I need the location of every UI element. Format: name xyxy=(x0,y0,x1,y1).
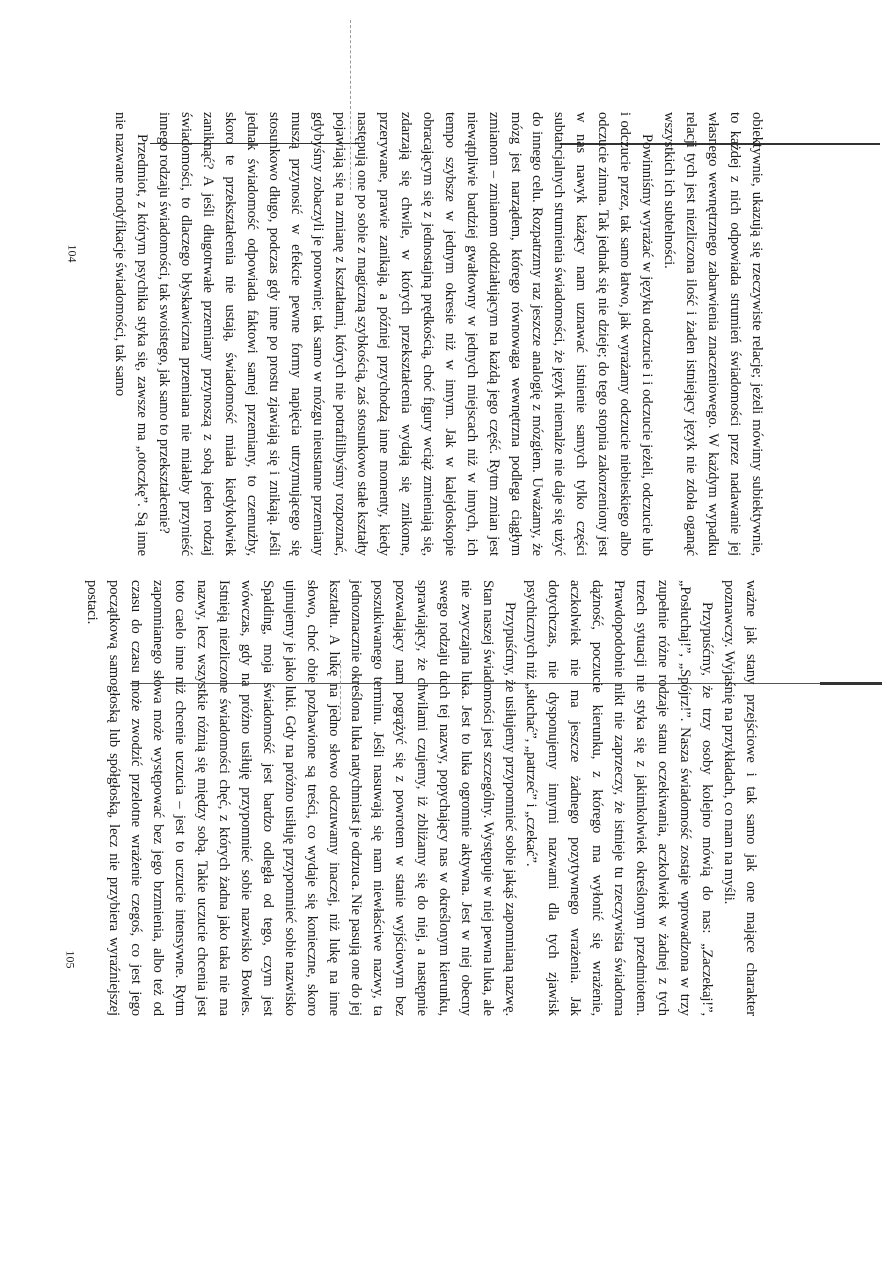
paragraph: Przedmiot, z którym psychika styka się, zawsze ma „otoczkę”. Są inne nie nazwane modyfikacje świadomości, tak samo xyxy=(112,112,151,556)
page-number-left: 104 xyxy=(65,244,80,263)
scan-edge-line-middle-dark xyxy=(820,682,882,685)
paragraph: Przypuśćmy, że trzy osoby kolejno mówią do nas: „Zaczekaj!”, „Posłuchaj!”, „Spójrz!”. Nasza świadomość zostaje wprowadzona w trzy zupełnie różne rodzaje stanu oczekiwania, aczkolwiek w żadnej z tych trzech sytuacji nie styka się z jakimkolwiek określonym przedmiotem. Prawdopodobnie nikt nie zaprzeczy, że istnieje tu rzeczywista świadoma dążność, poczucie kierunku, z którego ma wyłonić się wrażenie, aczkolwiek nie ma jeszcze żadnego pozytywnego wrażenia. Jak dotychczas, nie dysponujemy innymi nazwami dla tych zjawisk psychicznych niż „słuchać”, „patrzeć” i „czekać”. xyxy=(523,580,716,1016)
paragraph: ważne jak stany przejściowe i tak samo jak one mające charakter poznawczy. Wyjaśnię na przykładach, co mam na myśli. xyxy=(721,580,759,1016)
page-number-right: 105 xyxy=(63,950,78,969)
paragraph: Przypuśćmy, że usiłujemy przypomnieć sobie jakąś zapomnianą nazwę. Stan naszej świadomości jest szczególny. Występuje w niej pewna luka, ale nie zwyczajna luka. Jest to luka ogromnie aktywna. Jest w niej obecny swego rodzaju duch tej nazwy, popychający nas w określonym kierunku, sprawiający, że chwilami czujemy, iż zbliżamy się do niej, a następnie pozwalający nam pogrążyć się z powrotem w stanie wyjściowym bez poszukiwanego terminu. Jeśli nasuwają się nam niewłaściwe nazwy, ta jednoznacznie określona luka natychmiast je odrzuca. Nie pasują one do jej kształtu. A lukę na jedno słowo odczuwamy inaczej, niż lukę na inne słowo, choć obie pozbawione są treści, co wydaje się konieczne, skoro ujmujemy je jako luki. Gdy na próżno usiłuję przypomnieć sobie nazwisko Spalding, moja świadomość jest bardzo odległa od tego, czym jest wówczas, gdy na próżno usiłuję przypomnieć sobie nazwisko Bowles. Istnieją niezliczone świadomości chęć, z których żadna jako taka nie ma nazwy, lecz wszystkie różnią się między sobą. Takie uczucie chcenia jest toto caelo inne niż chcenie uczucia – jest to uczucie intensywne. Rytm zapomnianego słowa może występować bez jego brzmienia, albo też od czasu do czasu może zwodzić przelotne wrażenie czegoś, co jest jego początkową samogłoską lub spółgłoską, lecz nie przybiera wyraźniejszej postaci. xyxy=(84,580,518,1016)
page-104-text xyxy=(81,112,767,556)
paragraph: Powinniśmy wyrażać w języku odczucie i i odczucie jeżeli, odczucie lub i odczucie przez, tak samo łatwo, jak wyrażamy odczucie niebieskiego albo odczucie zimna. Tak jednak się nie dzieje; do tego stopnia zakorzeniony jest w nas nawyk każący nam uznawać istnienie samych tylko części subtancjalnych strumienia świadomości, że język niemalże nie daje się użyć do innego celu. Rozpatrzmy raz jeszcze analogię z mózgiem. Uważamy, że mózg jest narządem, którego równowaga wewnętrzna podlega ciągłym zmianom – zmianom oddziałującym na każdą jego część. Rytm zmian jest niewątpliwie bardziej gwałtowny w jednych miejscach niż w innych, ich tempo szybsze w jednym okresie niż w innym. Jak w kalejdoskopie obracającym się z jednostajną prędkością, choć figury wciąż zmieniają się, zdarzają się chwile, w których przekształcenia wydają się znikome, przerywane, prawie zanikają, a później przychodzą inne momenty, kiedy następują one po sobie z magiczną szybkością, zaś stosunkowo stałe kształty pojawiają się na zmianę z kształtami, których nie potrafilibyśmy rozpoznać, gdybyśmy zobaczyli je ponownie; tak samo w mózgu nieustanne przemiany muszą przynosić w efekcie pewne formy napięcia utrzymującego się stosunkowo długo, podczas gdy inne po prostu zjawiają się i znikają. Jeśli jednak świadomość odpowiada faktowi samej przemiany, to czemużby, skoro te przekształcenia nie ustają, świadomość miała kiedykolwiek zaniknąć? A jeśli długotrwałe przemiany przynoszą z sobą jeden rodzaj świadomości, to dlaczego błyskawiczna przemiana nie miałaby przynieść innego rodzaju świadomości, tak swoistego, jak samo to przekształcenie? xyxy=(156,112,656,556)
paragraph: obiektywnie, ukazują się rzeczywiste relacje; jeżeli mówimy subiektywnie, to każdej z nich odpowiada strumień świadomości przez nadawanie jej własnego wewnętrznego zabarwienia znaczeniowego. W każdym wypadku relacji tych jest niezliczona ilość i żaden istniejący język nie zdoła oganąć wszystkich ich subtelności. xyxy=(661,112,765,556)
page-105-text xyxy=(79,580,761,1016)
